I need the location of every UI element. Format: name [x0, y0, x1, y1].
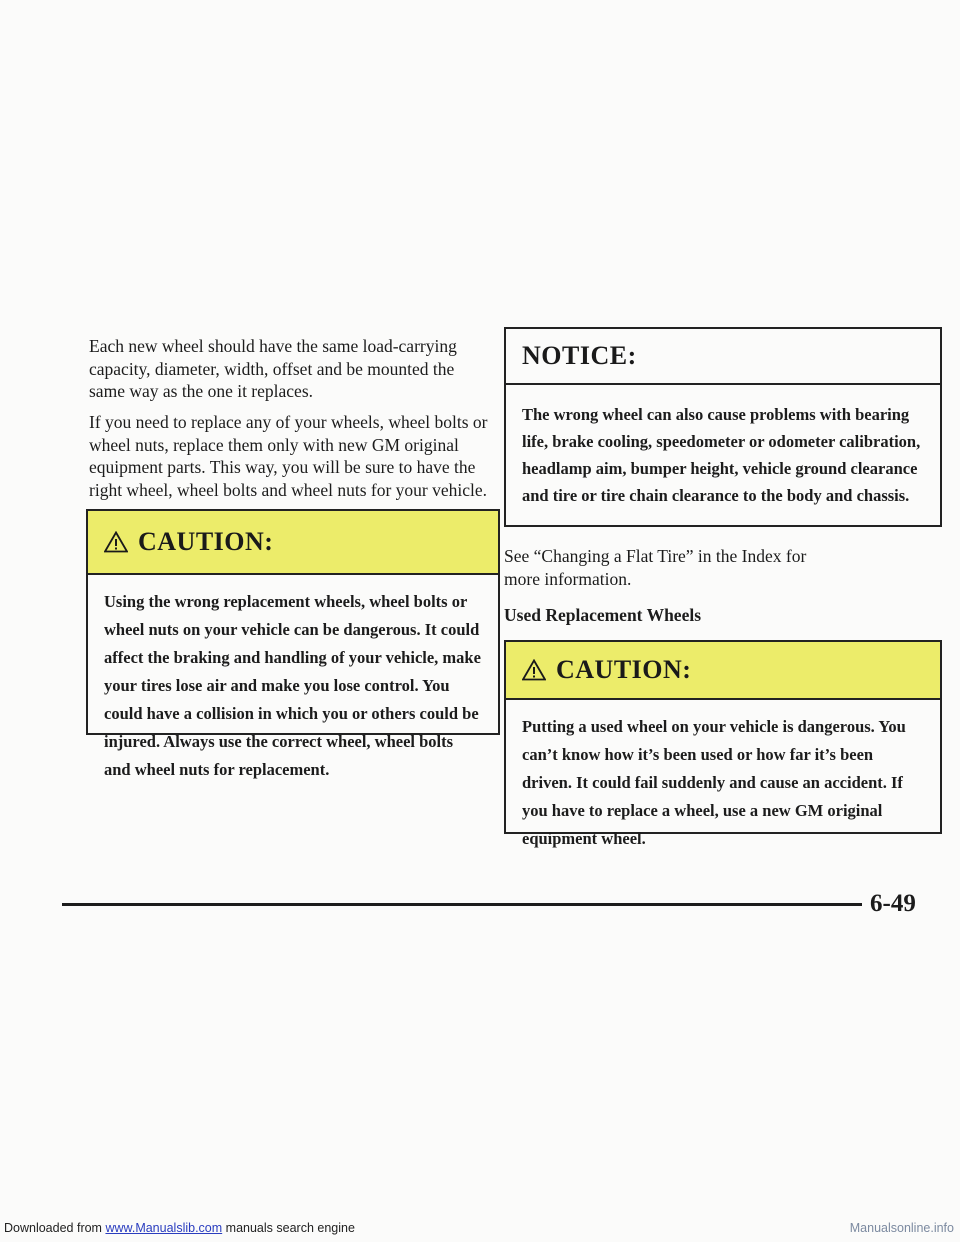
caution-header	[88, 511, 498, 575]
notice-label: NOTICE:	[522, 341, 637, 370]
caution-label: CAUTION:	[138, 527, 274, 556]
notice-text: The wrong wheel can also cause problems with bearing life, brake cooling, speedometer or odometer calibration, headlamp aim, bumper height, vehicle ground clearance and tire or tire chain clearance to the body and chassis.	[522, 405, 921, 505]
warning-triangle-icon	[104, 531, 128, 553]
caution-header	[506, 642, 940, 700]
notice-header	[506, 329, 940, 385]
watermark-prefix: Downloaded from	[4, 1221, 102, 1235]
flat-tire-reference: See “Changing a Flat Tire” in the Index for more information.	[504, 546, 807, 589]
page-number: 6-49	[870, 890, 916, 917]
manualsonline-watermark: Manualsonline.info	[849, 1221, 954, 1235]
warning-triangle-icon	[522, 659, 546, 681]
watermark-suffix: manuals search engine	[225, 1221, 355, 1235]
caution-label: CAUTION:	[556, 655, 692, 684]
caution-box-used-wheels	[504, 640, 942, 848]
section-heading-used-wheels: Used Replacement Wheels	[504, 605, 702, 625]
download-watermark	[4, 1220, 355, 1236]
caution-text: Using the wrong replacement wheels, wheel bolts or wheel nuts on your vehicle can be dangerous. It could affect the braking and handling of your vehicle, make your tires lose air and make you lose control. You could have a collision in which you or others could be injured. Always use the correct wheel, wheel bolts and wheel nuts for replacement.	[104, 592, 481, 779]
notice-box	[504, 327, 942, 527]
replacement-paragraph: If you need to replace any of your wheels, wheel bolts or wheel nuts, replace them only with new GM original equipment parts. This way, you will be sure to have the right wheel, wheel bolts and wheel nuts for your vehicle.	[89, 412, 488, 500]
caution-text: Putting a used wheel on your vehicle is dangerous. You can’t know how it’s been used or how far it’s been driven. It could fail suddenly and cause an accident. If you have to replace a wheel, use a new GM original equipment wheel.	[522, 717, 906, 848]
caution-box-wrong-wheels	[86, 509, 500, 779]
manualslib-link[interactable]: www.Manualslib.com	[105, 1221, 223, 1235]
intro-paragraph: Each new wheel should have the same load-carrying capacity, diameter, width, offset and be mounted the same way as the one it replaces.	[89, 336, 457, 401]
footer-rule	[62, 903, 862, 906]
